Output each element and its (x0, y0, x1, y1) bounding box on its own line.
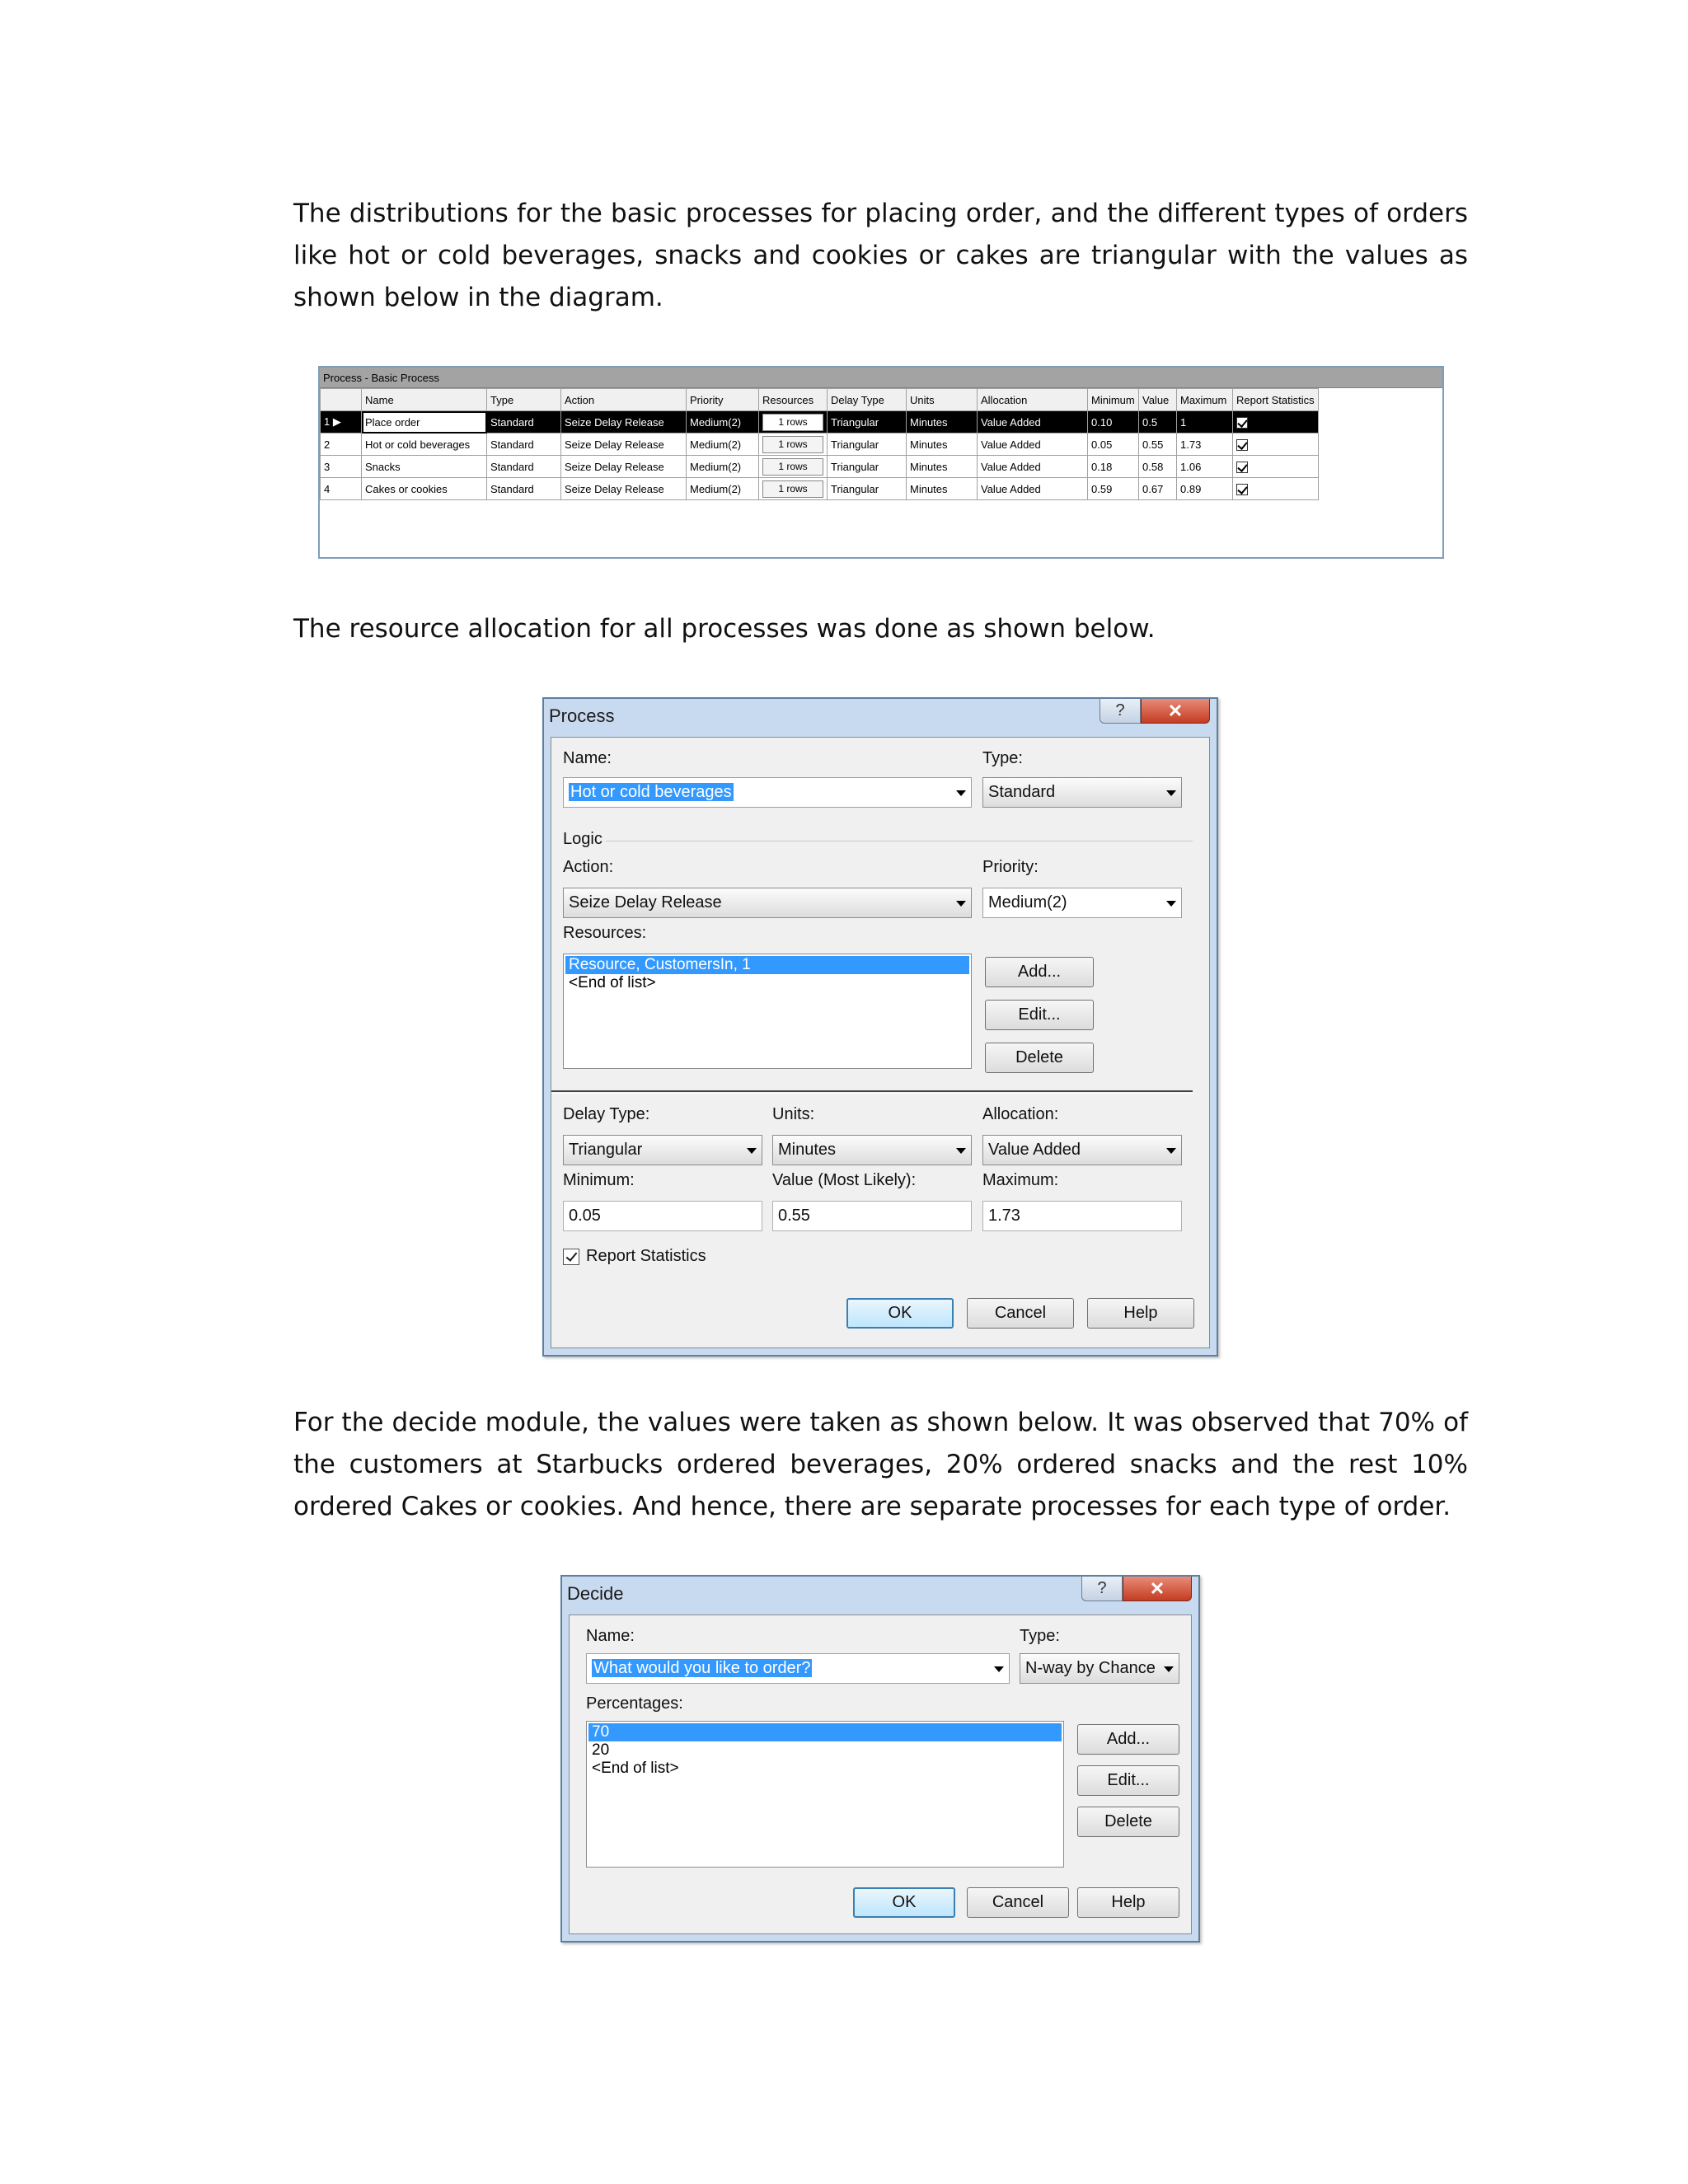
report-statistics-cell[interactable] (1233, 411, 1319, 434)
report-statistics-label: Report Statistics (586, 1247, 706, 1265)
type-cell[interactable]: Standard (487, 478, 561, 500)
priority-cell[interactable]: Medium(2) (687, 478, 759, 500)
title-buttons (1100, 699, 1210, 724)
type-cell[interactable]: Standard (487, 456, 561, 478)
delay-type-label: Delay Type: (563, 1105, 650, 1123)
dropdown-arrow-icon[interactable] (956, 1148, 966, 1154)
name-cell[interactable]: Hot or cold beverages (362, 434, 487, 456)
close-icon: ✕ (1149, 1577, 1165, 1599)
dropdown-arrow-icon[interactable] (994, 1666, 1004, 1672)
priority-cell[interactable]: Medium(2) (687, 411, 759, 434)
add-button[interactable]: Add... (1077, 1724, 1179, 1755)
report-statistics-cell[interactable] (1233, 456, 1319, 478)
name-label: Name: (563, 749, 612, 767)
header-cell[interactable]: Units (907, 389, 978, 411)
priority-cell[interactable]: Medium(2) (687, 434, 759, 456)
row-number[interactable]: 2 (321, 434, 362, 456)
cancel-button[interactable]: Cancel (967, 1887, 1069, 1918)
maximum-cell[interactable]: 1 (1177, 411, 1233, 434)
priority-cell[interactable]: Medium(2) (687, 456, 759, 478)
name-value: What would you like to order? (593, 1659, 811, 1677)
edit-button[interactable]: Edit... (985, 1000, 1094, 1030)
resources-cell[interactable] (759, 478, 828, 500)
dropdown-arrow-icon[interactable] (1166, 790, 1176, 796)
process-dialog-body (551, 737, 1210, 1348)
name-cell[interactable]: Place order (362, 411, 487, 434)
row-number[interactable]: 1 ▶ (321, 411, 362, 434)
add-button[interactable]: Add... (985, 957, 1094, 987)
header-cell[interactable]: Report Statistics (1233, 389, 1319, 411)
type-cell[interactable]: Standard (487, 434, 561, 456)
name-cell[interactable]: Cakes or cookies (362, 478, 487, 500)
table-header-row (321, 389, 1319, 411)
header-cell (321, 389, 362, 411)
header-cell[interactable]: Name (362, 389, 487, 411)
minimum-cell[interactable]: 0.59 (1088, 478, 1139, 500)
header-cell[interactable]: Maximum (1177, 389, 1233, 411)
title-buttons (1081, 1577, 1192, 1601)
value-cell[interactable]: 0.58 (1139, 456, 1177, 478)
priority-select[interactable] (982, 888, 1182, 918)
header-cell[interactable]: Value (1139, 389, 1177, 411)
allocation-value: Value Added (988, 1141, 1081, 1159)
action-cell[interactable]: Seize Delay Release (561, 434, 687, 456)
list-item[interactable]: 70 (588, 1723, 1062, 1741)
minimum-input[interactable]: 0.05 (563, 1201, 762, 1231)
paragraph-distributions: The distributions for the basic processes for placing order, and the different types of orders like hot or cold beverages, snacks and cookies or cakes are triangular with the values as shown below in the diagram. (293, 199, 1468, 312)
allocation-cell[interactable]: Value Added (978, 434, 1088, 456)
value-most-likely-label: Value (Most Likely): (772, 1171, 917, 1189)
allocation-select[interactable] (982, 1135, 1182, 1165)
dropdown-arrow-icon[interactable] (1166, 1148, 1176, 1154)
edit-button[interactable]: Edit... (1077, 1765, 1179, 1796)
table-row[interactable] (321, 478, 1319, 500)
maximum-cell[interactable]: 0.89 (1177, 478, 1233, 500)
dropdown-arrow-icon[interactable] (956, 901, 966, 907)
action-value: Seize Delay Release (569, 893, 722, 912)
list-item[interactable]: <End of list> (569, 974, 656, 991)
header-cell[interactable]: Resources (759, 389, 828, 411)
logic-group-label: Logic (563, 830, 603, 848)
maximum-input[interactable]: 1.73 (982, 1201, 1182, 1231)
delay-type-cell[interactable]: Triangular (828, 456, 907, 478)
delay-type-cell[interactable]: Triangular (828, 434, 907, 456)
delete-button[interactable]: Delete (1077, 1807, 1179, 1837)
units-label: Units: (772, 1105, 815, 1123)
type-select[interactable] (982, 777, 1182, 808)
header-cell[interactable]: Type (487, 389, 561, 411)
ok-button[interactable]: OK (853, 1887, 955, 1918)
report-statistics-checkbox[interactable] (563, 1249, 579, 1265)
delay-type-value: Triangular (569, 1141, 643, 1159)
report-statistics-checkbox[interactable] (1236, 484, 1248, 495)
action-cell[interactable]: Seize Delay Release (561, 456, 687, 478)
close-icon: ✕ (1167, 700, 1184, 721)
name-cell[interactable]: Snacks (362, 456, 487, 478)
delete-button[interactable]: Delete (985, 1043, 1094, 1073)
row-number[interactable]: 4 (321, 478, 362, 500)
priority-value: Medium(2) (988, 893, 1067, 912)
process-spreadsheet (318, 366, 1444, 559)
maximum-cell[interactable]: 1.06 (1177, 456, 1233, 478)
list-item[interactable]: <End of list> (592, 1760, 679, 1777)
decide-dialog (560, 1575, 1200, 1943)
header-cell[interactable]: Minimum (1088, 389, 1139, 411)
units-cell[interactable]: Minutes (907, 478, 978, 500)
list-item[interactable]: Resource, CustomersIn, 1 (565, 956, 969, 974)
help-title-button[interactable] (1100, 699, 1141, 724)
header-cell[interactable]: Delay Type (828, 389, 907, 411)
resources-rows-button[interactable]: 1 rows (762, 480, 823, 498)
units-value: Minutes (778, 1141, 837, 1159)
section-separator (551, 1090, 1193, 1094)
minimum-label: Minimum: (563, 1171, 635, 1189)
action-select[interactable] (563, 888, 972, 918)
type-value: Standard (988, 783, 1056, 801)
value-cell[interactable]: 0.55 (1139, 434, 1177, 456)
list-item[interactable]: 20 (592, 1741, 610, 1759)
allocation-cell[interactable]: Value Added (978, 456, 1088, 478)
minimum-cell[interactable]: 0.10 (1088, 411, 1139, 434)
value-cell[interactable]: 0.67 (1139, 478, 1177, 500)
row-number[interactable]: 3 (321, 456, 362, 478)
type-select[interactable] (1020, 1653, 1179, 1684)
report-statistics-checkbox[interactable] (1236, 462, 1248, 473)
resources-cell[interactable] (759, 456, 828, 478)
close-title-button[interactable] (1141, 699, 1210, 724)
process-dialog-title: Process (549, 705, 615, 726)
resources-rows-button[interactable]: 1 rows (762, 458, 823, 476)
header-cell[interactable]: Allocation (978, 389, 1088, 411)
table-row[interactable] (321, 456, 1319, 478)
close-title-button[interactable] (1123, 1577, 1192, 1601)
resources-cell[interactable] (759, 411, 828, 434)
table-row[interactable] (321, 434, 1319, 456)
table-row[interactable] (321, 411, 1319, 434)
type-value: N-way by Chance (1025, 1659, 1156, 1677)
units-cell[interactable]: Minutes (907, 411, 978, 434)
action-label: Action: (563, 858, 614, 876)
help-button[interactable]: Help (1087, 1298, 1194, 1329)
help-title-button[interactable] (1081, 1577, 1123, 1601)
priority-label: Priority: (982, 858, 1039, 876)
resources-label: Resources: (563, 924, 647, 942)
name-combobox[interactable] (586, 1653, 1010, 1684)
resources-rows-button[interactable]: 1 rows (762, 414, 823, 431)
resources-cell[interactable] (759, 434, 828, 456)
decide-dialog-body (569, 1615, 1192, 1934)
action-cell[interactable]: Seize Delay Release (561, 411, 687, 434)
minimum-cell[interactable]: 0.05 (1088, 434, 1139, 456)
report-statistics-checkbox[interactable] (1236, 417, 1248, 429)
percentages-listbox[interactable] (586, 1721, 1064, 1868)
report-statistics-checkbox[interactable] (1236, 439, 1248, 451)
name-value: Hot or cold beverages (570, 783, 732, 801)
delay-type-cell[interactable]: Triangular (828, 478, 907, 500)
header-cell[interactable]: Action (561, 389, 687, 411)
help-button[interactable]: Help (1077, 1887, 1179, 1918)
dropdown-arrow-icon[interactable] (1164, 1666, 1174, 1672)
allocation-cell[interactable]: Value Added (978, 478, 1088, 500)
cancel-button[interactable]: Cancel (967, 1298, 1074, 1329)
resources-rows-button[interactable]: 1 rows (762, 436, 823, 453)
type-label: Type: (1020, 1627, 1060, 1645)
maximum-label: Maximum: (982, 1171, 1059, 1189)
process-table (320, 388, 1319, 500)
type-label: Type: (982, 749, 1023, 767)
delay-type-cell[interactable]: Triangular (828, 411, 907, 434)
question-icon: ? (1097, 1579, 1107, 1597)
dropdown-arrow-icon[interactable] (1166, 901, 1176, 907)
allocation-label: Allocation: (982, 1105, 1059, 1123)
type-cell[interactable]: Standard (487, 411, 561, 434)
ok-button[interactable]: OK (846, 1298, 954, 1329)
decide-dialog-title: Decide (567, 1583, 624, 1604)
spreadsheet-title: Process - Basic Process (320, 368, 1442, 388)
minimum-cell[interactable]: 0.18 (1088, 456, 1139, 478)
value-input[interactable]: 0.55 (772, 1201, 972, 1231)
allocation-cell[interactable]: Value Added (978, 411, 1088, 434)
action-cell[interactable]: Seize Delay Release (561, 478, 687, 500)
report-statistics-cell[interactable] (1233, 478, 1319, 500)
maximum-cell[interactable]: 1.73 (1177, 434, 1233, 456)
resources-listbox[interactable] (563, 954, 972, 1069)
units-cell[interactable]: Minutes (907, 456, 978, 478)
units-cell[interactable]: Minutes (907, 434, 978, 456)
name-combobox[interactable] (563, 777, 972, 808)
header-cell[interactable]: Priority (687, 389, 759, 411)
value-cell[interactable]: 0.5 (1139, 411, 1177, 434)
paragraph-decide-module: For the decide module, the values were taken as shown below. It was observed that 70% of the customers at Starbucks ordered beverages, 20% ordered snacks and the rest 10% ordered Cakes or cookies. And hence, there are separate processes for each type of order. (293, 1408, 1468, 1521)
units-select[interactable] (772, 1135, 972, 1165)
paragraph-resource-allocation: The resource allocation for all processes was done as shown below. (293, 614, 1156, 644)
report-statistics-cell[interactable] (1233, 434, 1319, 456)
dropdown-arrow-icon[interactable] (956, 790, 966, 796)
row-pointer-icon: ▶ (332, 415, 341, 428)
question-icon: ? (1115, 701, 1125, 719)
percentages-label: Percentages: (586, 1694, 683, 1713)
delay-type-select[interactable] (563, 1135, 762, 1165)
process-dialog (542, 697, 1218, 1357)
name-label: Name: (586, 1627, 635, 1645)
dropdown-arrow-icon[interactable] (747, 1148, 757, 1154)
